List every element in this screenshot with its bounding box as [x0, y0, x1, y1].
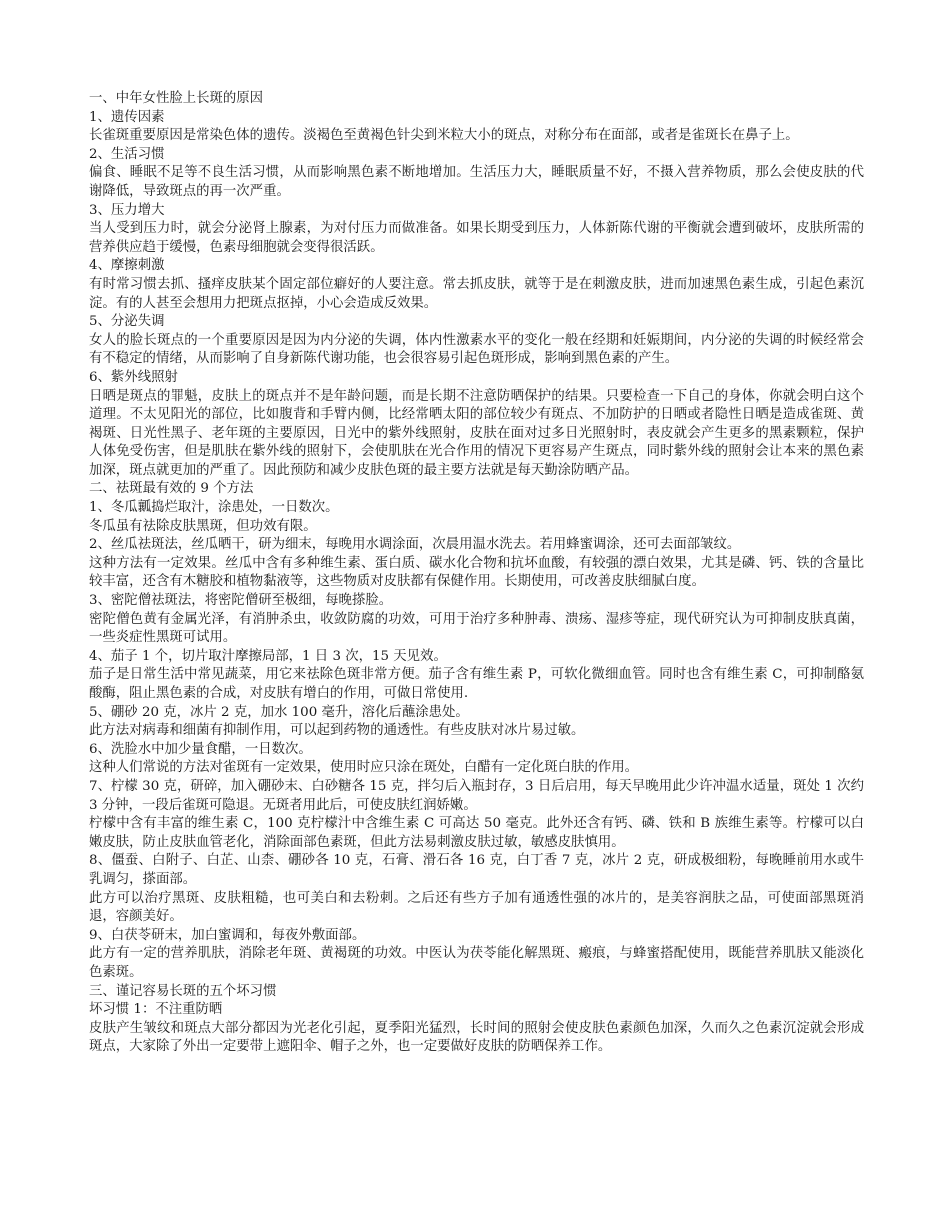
method-step: 3、密陀僧祛斑法，将密陀僧研至极细，每晚搽脸。	[89, 593, 393, 609]
method-note: 这种人们常说的方法对雀斑有一定效果，使用时应只涂在斑处，白醋有一定化斑白肤的作用。	[89, 760, 639, 776]
method-step: 8、僵蚕、白附子、白芷、山柰、硼砂各 10 克，石膏、滑石各 16 克，白丁香 7 克，冰片 2 克，研成极细粉，每晚睡前用水或牛乳调匀，搽面部。	[89, 853, 864, 887]
document-body	[89, 90, 864, 1057]
section-heading: 二、祛斑最有效的 9 个方法	[89, 481, 254, 497]
method-note: 密陀僧色黄有金属光泽，有消肿杀虫，收敛防腐的功效，可用于治疗多种肿毒、溃疡、湿疹等症，现代研究认为可抑制皮肤真菌，一些炎症性黑斑可试用。	[89, 611, 864, 646]
paragraph: 长雀斑重要原因是常染色体的遗传。淡褐色至黄褐色针尖到米粒大小的斑点，对称分布在面部，或者是雀斑长在鼻子上。	[89, 128, 799, 144]
subheading: 坏习惯 1：不注重防晒	[89, 1002, 223, 1018]
method-note: 柠檬中含有丰富的维生素 C，100 克柠檬汁中含维生素 C 可高达 50 毫克。此外还含有钙、磷、铁和 B 族维生素等。柠檬可以白嫩皮肤，防止皮肤血管老化，消除面部色素斑，但此方法易刺激皮肤过敏，敏感皮肤慎用。	[89, 816, 864, 850]
method-note: 茄子是日常生活中常见蔬菜，用它来祛除色斑非常方便。茄子含有维生素 P，可软化微细血管。同时也含有维生素 C，可抑制酪氨酸酶，阻止黑色素的合成，对皮肤有增白的作用，可做日常使用.	[89, 667, 864, 701]
paragraph: 当人受到压力时，就会分泌肾上腺素，为对付压力而做准备。如果长期受到压力，人体新陈代谢的平衡就会遭到破坏，皮肤所需的营养供应趋于缓慢，色素母细胞就会变得很活跃。	[89, 221, 864, 255]
subheading: 6、紫外线照射	[89, 369, 178, 385]
method-step: 7、柠檬 30 克，研碎，加入硼砂末、白砂糖各 15 克，拌匀后入瓶封存，3 日后启用，每天早晚用此少许冲温水适量，斑处 1 次约 3 分钟，一段后雀斑可隐退。无斑者用此后，可使皮肤红润娇嫩。	[89, 778, 864, 813]
subheading: 4、摩擦刺激	[89, 258, 165, 274]
subheading: 3、压力增大	[89, 202, 165, 218]
method-step: 6、洗脸水中加少量食醋，一日数次。	[89, 741, 312, 757]
paragraph: 皮肤产生皱纹和斑点大部分都因为光老化引起，夏季阳光猛烈，长时间的照射会使皮肤色素颜色加深，久而久之色素沉淀就会形成斑点，大家除了外出一定要带上遮阳伞、帽子之外，也一定要做好皮肤的防晒保养工作。	[89, 1020, 864, 1055]
paragraph: 女人的脸长斑点的一个重要原因是因为内分泌的失调，体内性激素水平的变化一般在经期和妊娠期间，内分泌的失调的时候经常会有不稳定的情绪，从而影响了自身新陈代谢功能，也会很容易引起色斑形成，影响到黑色素的产生。	[89, 332, 864, 367]
section-heading: 一、中年女性脸上长斑的原因	[89, 91, 264, 106]
subheading: 5、分泌失调	[89, 314, 165, 330]
paragraph: 日晒是斑点的罪魁，皮肤上的斑点并不是年龄问题，而是长期不注意防晒保护的结果。只要检查一下自己的身体，你就会明白这个道理。不太见阳光的部位，比如腹背和手臂内侧，比经常晒太阳的部位较少有斑点、不加防护的日晒或者隐性日晒是造成雀斑、黄褐斑、日光性黑子、老年斑的主要原因，日光中的紫外线照射，皮肤在面对过多日光照射时，表皮就会产生更多的黑素颗粒，保护人体免受伤害，但是肌肤在紫外线的照射下，会使肌肤在光合作用的情况下更容易产生斑点，同时紫外线的照射会让本来的黑色素加深，斑点就更加的严重了。因此预防和减少皮肤色斑的最主要方法就是每天勤涂防晒产品。	[89, 388, 864, 478]
method-step: 9、白茯苓研末，加白蜜调和，每夜外敷面部。	[89, 927, 366, 943]
paragraph: 有时常习惯去抓、搔痒皮肤某个固定部位癖好的人要注意。常去抓皮肤，就等于是在刺激皮肤，进而加速黑色素生成，引起色素沉淀。有的人甚至会想用力把斑点抠掉，小心会造成反效果。	[89, 276, 864, 311]
method-note: 此方可以治疗黑斑、皮肤粗糙，也可美白和去粉刺。之后还有些方子加有通透性强的冰片的，是美容润肤之品，可使面部黑斑消退，容颜美好。	[89, 890, 864, 925]
section-heading: 三、谨记容易长斑的五个坏习惯	[89, 983, 277, 999]
method-step: 2、丝瓜祛斑法，丝瓜晒干，研为细末，每晚用水调涂面，次晨用温水洗去。若用蜂蜜调涂，还可去面部皱纹。	[89, 537, 741, 553]
method-note: 冬瓜虽有祛除皮肤黑斑，但功效有限。	[89, 518, 317, 534]
method-note: 此方有一定的营养肌肤，消除老年斑、黄褐斑的功效。中医认为茯苓能化解黑斑、瘢痕，与蜂蜜搭配使用，既能营养肌肤又能淡化色素斑。	[89, 946, 864, 980]
paragraph: 偏食、睡眠不足等不良生活习惯，从而影响黑色素不断地增加。生活压力大，睡眠质量不好，不摄入营养物质，那么会使皮肤的代谢降低，导致斑点的再一次严重。	[89, 165, 864, 199]
method-step: 4、茄子 1 个，切片取汁摩擦局部，1 日 3 次，15 天见效。	[89, 648, 447, 664]
method-note: 此方法对病毒和细菌有抑制作用，可以起到药物的通透性。有些皮肤对冰片易过敏。	[89, 723, 585, 739]
method-step: 5、硼砂 20 克，冰片 2 克，加水 100 毫升，溶化后蘸涂患处。	[89, 704, 469, 720]
subheading: 1、遗传因素	[89, 109, 165, 125]
method-step: 1、冬瓜瓤捣烂取汁，涂患处，一日数次。	[89, 500, 339, 516]
subheading: 2、生活习惯	[89, 146, 165, 162]
method-note: 这种方法有一定效果。丝瓜中含有多种维生素、蛋白质、碳水化合物和抗坏血酸，有较强的漂白效果，尤其是磷、钙、铁的含量比较丰富，还含有木糖胶和植物黏液等，这些物质对皮肤都有保健作用。长期使用，可改善皮肤细腻白度。	[89, 555, 864, 590]
